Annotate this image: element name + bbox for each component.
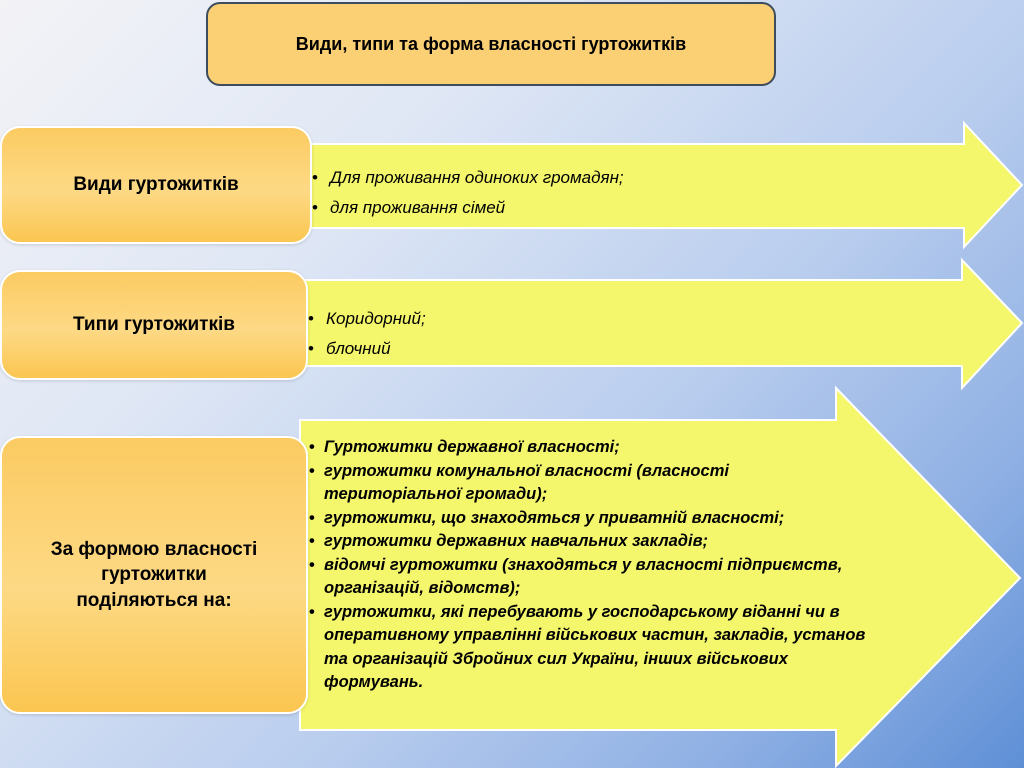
label-box-kinds — [0, 126, 312, 244]
list-item: • Коридорний; — [302, 304, 822, 334]
label-box-types — [0, 270, 308, 380]
list-ownership — [309, 436, 869, 695]
label-box-ownership — [0, 436, 308, 714]
page-title-text: Види, типи та форма власності гуртожитків — [295, 33, 687, 54]
label-ownership-line: За формою власності — [50, 538, 258, 560]
list-item: • гуртожитки державних навчальних закладів; — [309, 530, 869, 554]
label-ownership-line: поділяються на: — [76, 589, 232, 611]
list-item: • гуртожитки, що знаходяться у приватній власності; — [309, 507, 869, 531]
list-kinds — [306, 163, 826, 223]
list-item: • гуртожитки комунальної власності (власності територіальної громади); — [309, 460, 869, 507]
list-item: • Гуртожитки державної власності; — [309, 436, 869, 460]
list-item: • Для проживання одиноких громадян; — [306, 163, 826, 193]
list-item: • відомчі гуртожитки (знаходяться у власності підприємств, організацій, відомств); — [309, 554, 869, 601]
label-kinds: Види гуртожитків — [73, 174, 239, 196]
label-ownership — [51, 537, 258, 614]
list-item: • для проживання сімей — [306, 193, 826, 223]
list-item: • гуртожитки, які перебувають у господарському віданні чи в оперативному управлінні військових частин, закладів, установ та організацій Збройних сил України, інших військових формувань. — [309, 601, 869, 695]
label-types: Типи гуртожитків — [73, 314, 235, 336]
label-ownership-line: гуртожитки — [101, 564, 207, 586]
list-types — [302, 304, 822, 364]
page-title — [206, 2, 776, 86]
list-item: • блочний — [302, 334, 822, 364]
